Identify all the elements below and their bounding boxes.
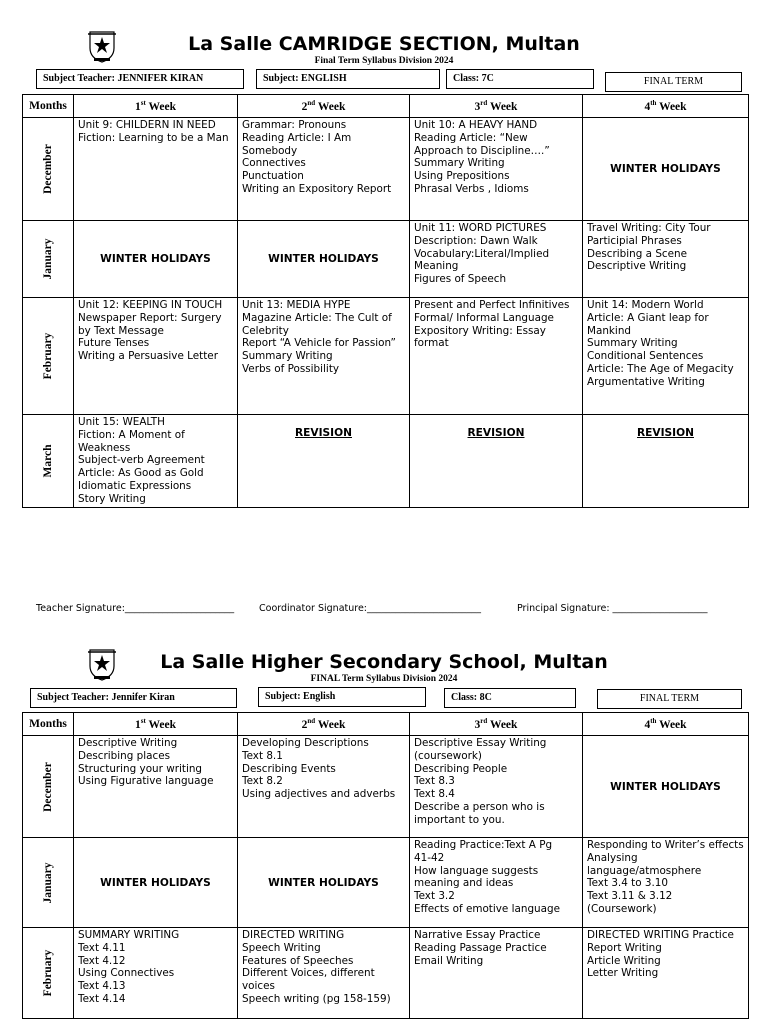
syllabus-cell: DIRECTED WRITING Speech Writing Features of Speeches Different Voices, different voices Speech writing (pg 158-159)	[238, 928, 410, 1019]
month-label: February	[42, 332, 54, 380]
subject-box: Subject: English	[258, 687, 426, 707]
syllabus-cell: Unit 9: CHILDERN IN NEED Fiction: Learning to be a Man	[74, 118, 238, 221]
month-cell	[23, 415, 74, 508]
school-title: La Salle CAMRIDGE SECTION, Multan	[188, 33, 580, 55]
months-header: Months	[23, 713, 74, 736]
month-cell	[23, 298, 74, 415]
principal-signature: Principal Signature: ____________________	[517, 603, 708, 614]
months-header: Months	[23, 95, 74, 118]
table-row	[23, 118, 749, 221]
winter-holidays-cell: WINTER HOLIDAYS	[74, 221, 238, 298]
class-box: Class: 7C	[446, 69, 594, 89]
teacher-signature: Teacher Signature:_______________________	[36, 603, 235, 614]
syllabus-cell: Descriptive Writing Describing places Structuring your writing Using Figurative language	[74, 736, 238, 838]
subject-teacher-box: Subject Teacher: Jennifer Kiran	[30, 688, 237, 708]
syllabus-cell: Travel Writing: City Tour Participial Phrases Describing a Scene Descriptive Writing	[583, 221, 749, 298]
revision-cell: REVISION	[583, 415, 749, 508]
month-cell	[23, 118, 74, 221]
revision-cell: REVISION	[410, 415, 583, 508]
winter-holidays-cell: WINTER HOLIDAYS	[583, 118, 749, 221]
subject-teacher-box: Subject Teacher: JENNIFER KIRAN	[36, 69, 244, 89]
syllabus-cell: Responding to Writer’s effects Analysing language/atmosphere Text 3.4 to 3.10 Text 3.11 & 3.12 (Coursework)	[583, 838, 749, 928]
month-cell	[23, 736, 74, 838]
syllabus-cell: Descriptive Essay Writing (coursework) Describing People Text 8.3 Text 8.4 Describe a person who is important to you.	[410, 736, 583, 838]
table-row	[23, 221, 749, 298]
month-cell	[23, 928, 74, 1019]
term-box: FINAL TERM	[597, 689, 742, 709]
winter-holidays-cell: WINTER HOLIDAYS	[238, 221, 410, 298]
coordinator-signature: Coordinator Signature:________________________	[259, 603, 482, 614]
revision-cell: REVISION	[238, 415, 410, 508]
syllabus-cell: Present and Perfect Infinitives Formal/ Informal Language Expository Writing: Essay format	[410, 298, 583, 415]
syllabus-cell: Unit 13: MEDIA HYPE Magazine Article: The Cult of Celebrity Report “A Vehicle for Passion” Summary Writing Verbs of Possibility	[238, 298, 410, 415]
syllabus-cell: Reading Practice:Text A Pg 41-42 How language suggests meaning and ideas Text 3.2 Effects of emotive language	[410, 838, 583, 928]
syllabus-cell: Grammar: Pronouns Reading Article: I Am Somebody Connectives Punctuation Writing an Expository Report	[238, 118, 410, 221]
syllabus-cell: Unit 15: WEALTH Fiction: A Moment of Weakness Subject-verb Agreement Article: As Good as Gold Idiomatic Expressions Story Writing	[74, 415, 238, 508]
month-cell	[23, 221, 74, 298]
syllabus-table-7c	[22, 94, 749, 508]
week-4-header: 4th Week	[583, 95, 749, 118]
school-title: La Salle Higher Secondary School, Multan	[160, 651, 608, 673]
table-row	[23, 928, 749, 1019]
table-row	[23, 736, 749, 838]
week-3-header: 3rd Week	[410, 95, 583, 118]
winter-holidays-cell: WINTER HOLIDAYS	[74, 838, 238, 928]
class-box: Class: 8C	[444, 688, 576, 708]
table-row	[23, 415, 749, 508]
header-row	[23, 713, 749, 736]
week-2-header: 2nd Week	[238, 713, 410, 736]
syllabus-cell: Narrative Essay Practice Reading Passage Practice Email Writing	[410, 928, 583, 1019]
week-4-header: 4th Week	[583, 713, 749, 736]
month-label: January	[42, 238, 54, 280]
syllabus-subtitle: FINAL Term Syllabus Division 2024	[310, 674, 458, 684]
syllabus-cell: Unit 14: Modern World Article: A Giant leap for Mankind Summary Writing Conditional Sentences Article: The Age of Megacity Argumentative Writing	[583, 298, 749, 415]
header-row	[23, 95, 749, 118]
syllabus-cell: Unit 12: KEEPING IN TOUCH Newspaper Report: Surgery by Text Message Future Tenses Writing a Persuasive Letter	[74, 298, 238, 415]
syllabus-cell: Unit 10: A HEAVY HAND Reading Article: “New Approach to Discipline….” Summary Writing Using Prepositions Phrasal Verbs , Idioms	[410, 118, 583, 221]
syllabus-table-8c	[22, 712, 749, 1019]
month-label: January	[42, 862, 54, 903]
syllabus-cell: Unit 11: WORD PICTURES Description: Dawn Walk Vocabulary:Literal/Implied Meaning Figures of Speech	[410, 221, 583, 298]
month-label: March	[42, 444, 54, 478]
week-1-header: 1st Week	[74, 95, 238, 118]
syllabus-cell: DIRECTED WRITING Practice Report Writing Article Writing Letter Writing	[583, 928, 749, 1019]
month-cell	[23, 838, 74, 928]
week-3-header: 3rd Week	[410, 713, 583, 736]
term-box: FINAL TERM	[605, 72, 742, 92]
table-row	[23, 298, 749, 415]
syllabus-subtitle: Final Term Syllabus Division 2024	[314, 56, 454, 66]
week-1-header: 1st Week	[74, 713, 238, 736]
winter-holidays-cell: WINTER HOLIDAYS	[583, 736, 749, 838]
table-row	[23, 838, 749, 928]
winter-holidays-cell: WINTER HOLIDAYS	[238, 838, 410, 928]
subject-box: Subject: ENGLISH	[256, 69, 440, 89]
week-2-header: 2nd Week	[238, 95, 410, 118]
month-label: December	[42, 144, 54, 194]
syllabus-cell: SUMMARY WRITING Text 4.11 Text 4.12 Using Connectives Text 4.13 Text 4.14	[74, 928, 238, 1019]
syllabus-cell: Developing Descriptions Text 8.1 Describing Events Text 8.2 Using adjectives and adverbs	[238, 736, 410, 838]
month-label: December	[42, 761, 54, 812]
month-label: February	[42, 949, 54, 997]
